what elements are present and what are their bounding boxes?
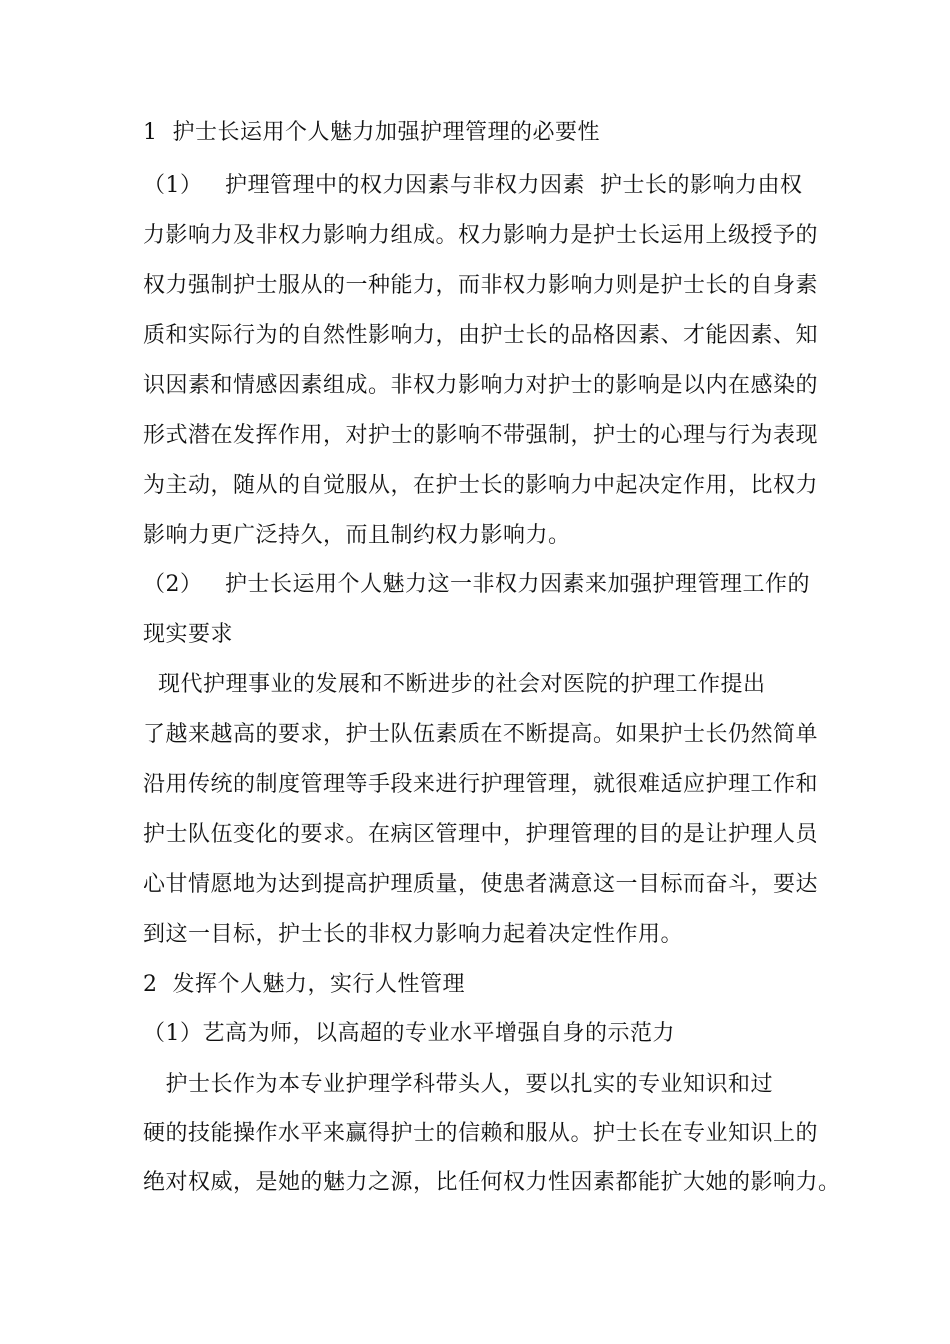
paragraph-line: 了越来越高的要求，护士队伍素质在不断提高。如果护士长仍然简单 bbox=[143, 722, 819, 747]
paragraph-line: （2） 护士长运用个人魅力这一非权力因素来加强护理管理工作的 bbox=[143, 572, 810, 597]
paragraph-line: 硬的技能操作水平来赢得护士的信赖和服从。护士长在专业知识上的 bbox=[143, 1121, 819, 1146]
paragraph-line: 绝对权威，是她的魅力之源，比任何权力性因素都能扩大她的影响力。 bbox=[143, 1170, 841, 1195]
paragraph-line: 护士长作为本专业护理学科带头人，要以扎实的专业知识和过 bbox=[143, 1072, 773, 1097]
paragraph-line: 影响力更广泛持久，而且制约权力影响力。 bbox=[143, 523, 571, 548]
paragraph-line: 识因素和情感因素组成。非权力影响力对护士的影响是以内在感染的 bbox=[143, 373, 819, 398]
paragraph-line: 质和实际行为的自然性影响力，由护士长的品格因素、才能因素、知 bbox=[143, 323, 819, 348]
paragraph-line: 形式潜在发挥作用，对护士的影响不带强制，护士的心理与行为表现 bbox=[143, 423, 819, 448]
paragraph-line: （1） 护理管理中的权力因素与非权力因素 护士长的影响力由权 bbox=[143, 173, 803, 198]
paragraph-line: 为主动，随从的自觉服从，在护士长的影响力中起决定作用，比权力 bbox=[143, 473, 819, 498]
section-heading-2: 2 发挥个人魅力，实行人性管理 bbox=[143, 972, 465, 997]
paragraph-line: 力影响力及非权力影响力组成。权力影响力是护士长运用上级授予的 bbox=[143, 223, 819, 248]
paragraph-line: 护士队伍变化的要求。在病区管理中，护理管理的目的是让护理人员 bbox=[143, 822, 819, 847]
paragraph-line: 现代护理事业的发展和不断进步的社会对医院的护理工作提出 bbox=[143, 672, 766, 697]
paragraph-line: 到这一目标，护士长的非权力影响力起着决定性作用。 bbox=[143, 922, 684, 947]
section-heading-1: 1 护士长运用个人魅力加强护理管理的必要性 bbox=[143, 120, 600, 145]
subsection-heading: （1）艺高为师，以高超的专业水平增强自身的示范力 bbox=[143, 1021, 675, 1046]
paragraph-line: 心甘情愿地为达到提高护理质量，使患者满意这一目标而奋斗，要达 bbox=[143, 872, 819, 897]
paragraph-line: 权力强制护士服从的一种能力，而非权力影响力则是护士长的自身素 bbox=[143, 273, 819, 298]
paragraph-line: 沿用传统的制度管理等手段来进行护理管理，就很难适应护理工作和 bbox=[143, 772, 819, 797]
paragraph-line: 现实要求 bbox=[143, 622, 234, 647]
